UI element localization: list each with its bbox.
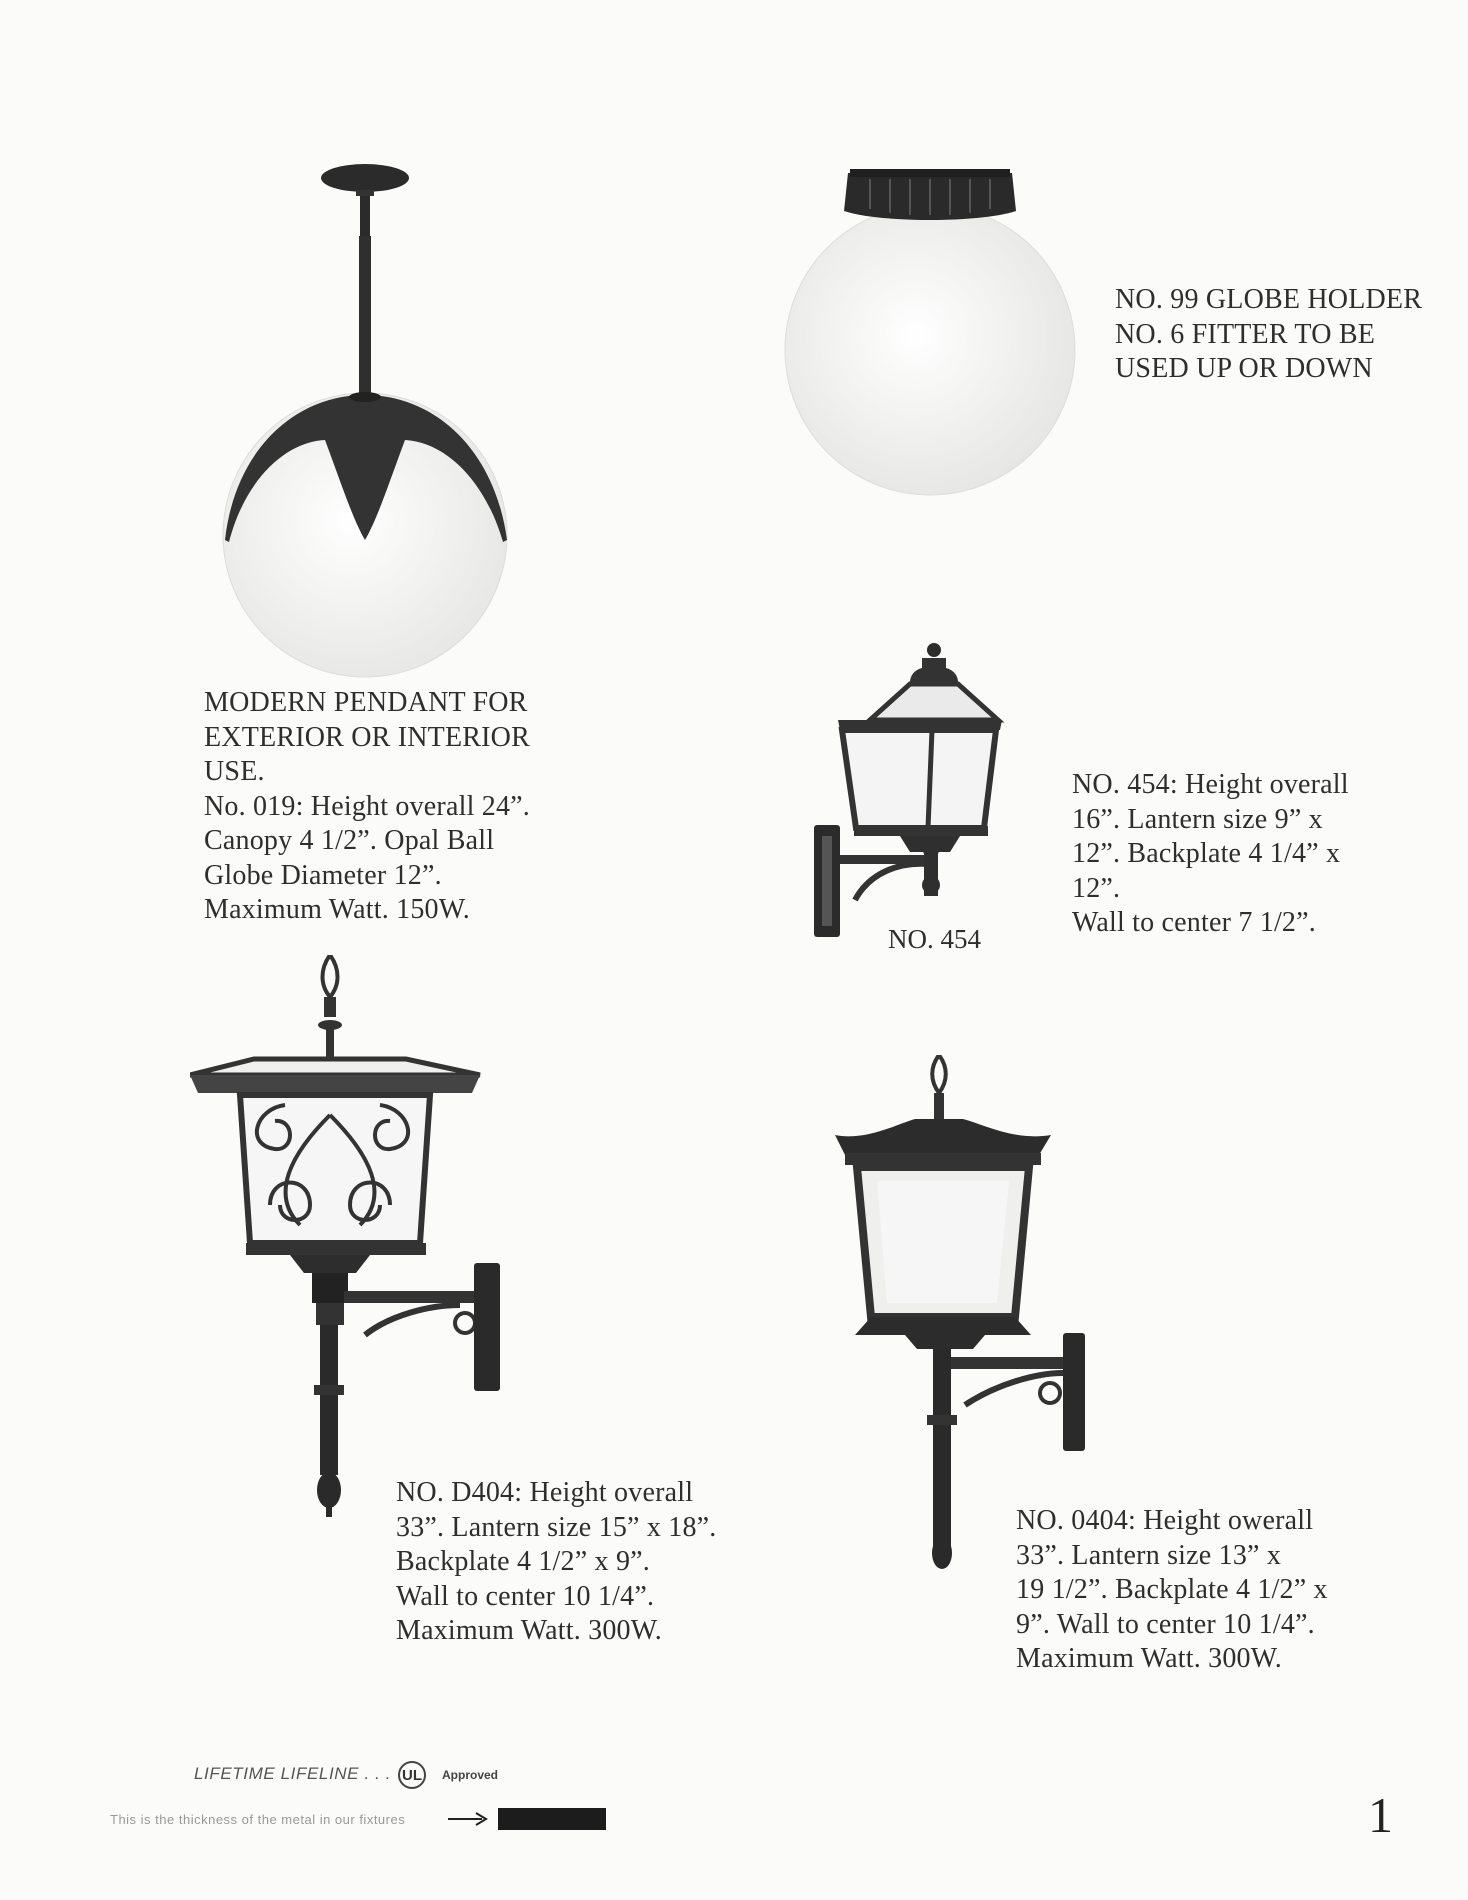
scroll-wall-lantern-icon (190, 955, 520, 1535)
caption-line: Canopy 4 1/2”. Opal Ball (204, 825, 495, 856)
caption-line: NO. 6 FITTER TO BE (1115, 318, 1376, 350)
caption-line: Maximum Watt. 300W. (396, 1615, 662, 1646)
ul-mark-text: UL (402, 1766, 422, 1784)
caption-line: Wall to center 10 1/4”. (396, 1580, 655, 1612)
caption-line: MODERN PENDANT FOR (204, 687, 528, 718)
caption-line: 33”. Lantern size 13” x (1016, 1539, 1282, 1571)
lifetime-tagline: LIFETIME LIFELINE . . . (194, 1764, 392, 1783)
d404-caption (396, 1476, 716, 1649)
pendant-lamp-icon (205, 150, 525, 680)
no454-caption (1072, 768, 1349, 941)
caption-line: Globe Diameter 12”. (204, 859, 442, 891)
caption-line: 19 1/2”. Backplate 4 1/2” x (1016, 1574, 1328, 1605)
arrow-right-icon (448, 1810, 488, 1828)
small-wall-lantern-icon (800, 640, 1040, 940)
caption-line: NO. D404: Height overall (396, 1477, 694, 1508)
page-number: 1 (1368, 1787, 1393, 1843)
globe-holder-icon (780, 165, 1080, 500)
globe-holder-caption (1115, 283, 1422, 387)
caption-line: Backplate 4 1/2” x 9”. (396, 1546, 650, 1577)
caption-line: 9”. Wall to center 10 1/4”. (1016, 1608, 1315, 1640)
pagoda-wall-lantern-icon (835, 1055, 1095, 1575)
caption-line: 33”. Lantern size 15” x 18”. (396, 1511, 717, 1543)
approved-label: Approved (442, 1768, 499, 1782)
caption-line: Maximum Watt. 150W. (204, 894, 470, 925)
caption-line: Wall to center 7 1/2”. (1072, 907, 1316, 938)
metal-thickness-sample (498, 1808, 606, 1830)
caption-line: 12”. Backplate 4 1/4” x (1072, 838, 1341, 869)
caption-line: Maximum Watt. 300W. (1016, 1643, 1282, 1674)
no454-image-label: NO. 454 (888, 924, 981, 954)
caption-line: 12”. (1072, 872, 1121, 904)
caption-line: USED UP OR DOWN (1115, 353, 1373, 384)
caption-line: NO. 454: Height overall (1072, 769, 1349, 800)
caption-line: No. 019: Height overall 24”. (204, 790, 530, 822)
caption-line: NO. 99 GLOBE HOLDER (1115, 284, 1423, 315)
caption-line: EXTERIOR OR INTERIOR (204, 721, 530, 753)
ul-logo-icon (398, 1761, 426, 1789)
caption-line: NO. 0404: Height owerall (1016, 1505, 1314, 1536)
caption-line: 16”. Lantern size 9” x (1072, 803, 1323, 835)
caption-line: USE. (204, 756, 265, 787)
pendant-caption (204, 686, 530, 928)
thickness-note: This is the thickness of the metal in our fixtures (110, 1812, 406, 1827)
o404-caption (1016, 1504, 1328, 1677)
